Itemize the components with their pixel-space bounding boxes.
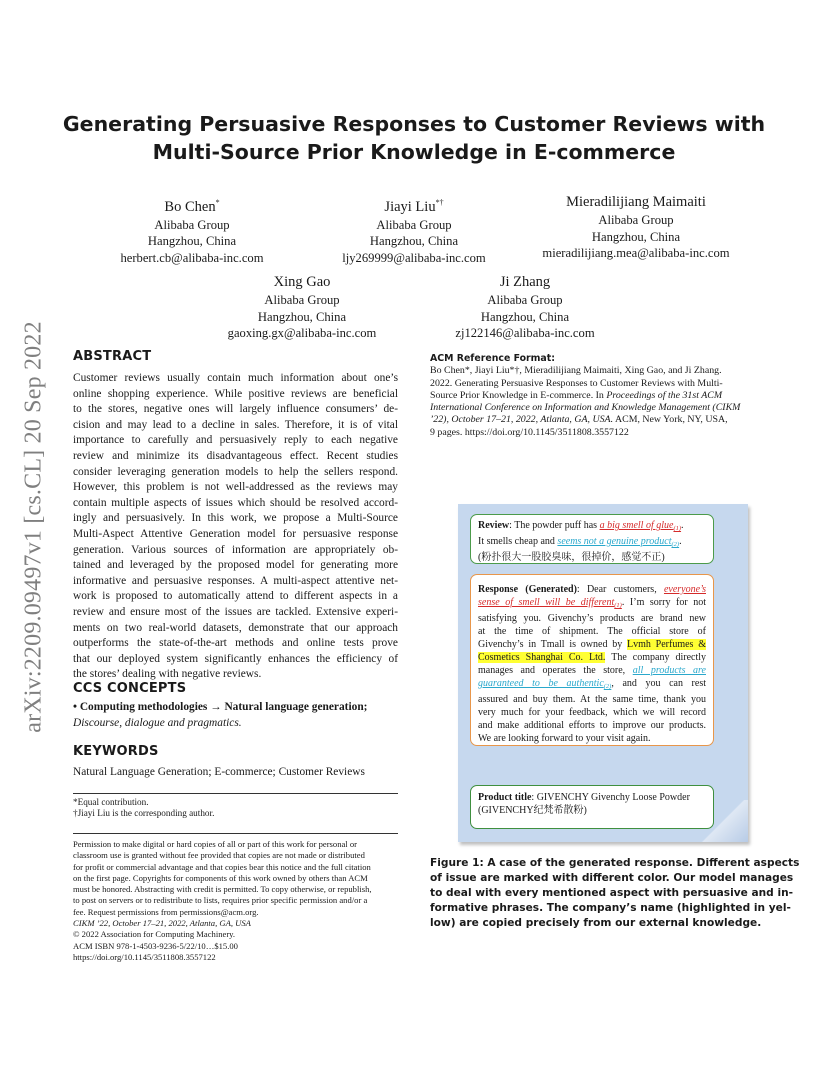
author-block bbox=[92, 193, 292, 266]
abstract-line: informative and persuasive responses. A multi-aspect attentive net- bbox=[73, 574, 398, 587]
ccs-line: • Computing methodologies → Natural language generation; bbox=[73, 701, 368, 713]
figure-caption bbox=[430, 856, 800, 931]
acm-reference-line: 2022. Generating Persuasive Responses to Customer Reviews with Multi- bbox=[430, 377, 723, 389]
keywords-heading: KEYWORDS bbox=[73, 744, 159, 759]
author-block bbox=[202, 273, 402, 342]
abstract-line: that our deployed system significantly enhances the efficiency of bbox=[73, 652, 398, 665]
footnote-rule bbox=[73, 793, 398, 794]
review-chinese: (粉扑很大一股胶臭味，很掉价，感觉不正) bbox=[478, 552, 665, 563]
author-email: gaoxing.gx@alibaba-inc.com bbox=[227, 326, 377, 340]
abstract-line: ingly and persuasively. In this work, we propose a Multi-Source bbox=[73, 512, 398, 525]
acm-reference-line: International Conference on Information and Knowledge Management (CIKM bbox=[430, 402, 741, 414]
review-box: Review: The powder puff has a big smell of glue$_{(1)}$. It smells cheap and seems not a genuine product$_{(2)}$. (粉扑很大一股胶臭味，很掉价，感觉不正) bbox=[470, 514, 714, 564]
abstract-line: consider leveraging generation models to help the sellers respond. bbox=[73, 465, 398, 478]
author-block bbox=[526, 193, 746, 262]
author-affiliation: Alibaba Group bbox=[376, 217, 452, 232]
product-chinese: (GIVENCHY纪梵希散粉) bbox=[478, 805, 587, 816]
author-name: Xing Gao bbox=[273, 274, 331, 290]
abstract-line: Multi-Aspect Attentive Generation model for persuasive response bbox=[73, 527, 398, 540]
abstract-line: review and ensure most of the issues are tackled. Extensive experi- bbox=[73, 605, 398, 618]
caption-line: of issue are marked with different color. Our model manages bbox=[430, 872, 794, 884]
permission-line: Permission to make digital or hard copies of all or part of this work for personal or bbox=[73, 839, 358, 849]
paper-title bbox=[60, 110, 768, 166]
aspect-cyan: all products are bbox=[632, 665, 706, 676]
ccs-heading: CCS CONCEPTS bbox=[73, 681, 187, 696]
aspect-cyan: guaranteed to be authentic bbox=[478, 678, 604, 689]
title-line: Multi-Source Prior Knowledge in E-commerce bbox=[152, 140, 676, 164]
abstract-line: However, this problem is not well-addressed as the reviews may bbox=[73, 481, 398, 494]
footnote: *Equal contribution. bbox=[73, 797, 149, 807]
copyright-line: © 2022 Association for Computing Machinery. bbox=[73, 929, 236, 940]
permission-line: to post on servers or to redistribute to lists, requires prior specific permission and/or a bbox=[73, 895, 368, 906]
author-email: herbert.cb@alibaba-inc.com bbox=[120, 250, 264, 265]
permission-block bbox=[73, 839, 403, 963]
abstract-line: review and minimize its disadvantageous effect. Recent studies bbox=[73, 449, 398, 462]
footnotes bbox=[73, 797, 398, 820]
abstract-line: tained and leveraged by the proposed model for generating more bbox=[73, 559, 398, 572]
author-location: Hangzhou, China bbox=[480, 309, 570, 324]
product-box: Product title: GIVENCHY Givenchy Loose Powder (GIVENCHY纪梵希散粉) bbox=[470, 785, 714, 829]
permission-line: must be honored. Abstracting with credit is permitted. To copy otherwise, or republish, bbox=[73, 884, 372, 895]
aspect-red: sense of smell will be different bbox=[478, 597, 615, 608]
abstract-line: the stores’ dealing with negative reviews. bbox=[73, 668, 262, 681]
ccs-line: Discourse, dialogue and pragmatics. bbox=[73, 716, 242, 729]
arxiv-stamp: arXiv:2209.09497v1 [cs.CL] 20 Sep 2022 bbox=[20, 321, 47, 733]
acm-reference-heading: ACM Reference Format: bbox=[430, 353, 555, 364]
footnote: †Jiayi Liu is the corresponding author. bbox=[73, 808, 215, 819]
author-email: mieradilijiang.mea@alibaba-inc.com bbox=[542, 246, 730, 260]
abstract-line: cision and may lead to a decline in sales. Therefore, it is of vital bbox=[73, 418, 398, 431]
permission-line: for profit or commercial advantage and that copies bear this notice and the full citation bbox=[73, 861, 371, 872]
aspect-red: everyone’s bbox=[663, 584, 706, 595]
permission-line: fee. Request permissions from permissions@acm.org. bbox=[73, 906, 259, 917]
caption-line: low) are copied precisely from our external knowledge. bbox=[430, 917, 762, 929]
abstract-body bbox=[73, 371, 398, 683]
acm-reference-line: ’22), October 17–21, 2022, Atlanta, GA, USA. ACM, New York, NY, USA, bbox=[430, 414, 728, 426]
permission-line: classroom use is granted without fee provided that copies are not made or distributed bbox=[73, 850, 365, 861]
author-location: Hangzhou, China bbox=[369, 234, 459, 249]
author-block bbox=[425, 273, 625, 342]
author-name: Ji Zhang bbox=[499, 274, 551, 290]
abstract-line: online shopping experience. While positive reviews are beneficial bbox=[73, 387, 398, 400]
author-email: ljy269999@alibaba-inc.com bbox=[342, 250, 486, 265]
author-email: zj122146@alibaba-inc.com bbox=[455, 326, 595, 340]
author-mark: *† bbox=[435, 198, 444, 207]
author-name: Jiayi Liu bbox=[384, 198, 436, 215]
author-affiliation: Alibaba Group bbox=[598, 213, 674, 227]
caption-line: Figure 1: A case of the generated response. Different aspects bbox=[430, 857, 800, 869]
response-label: Response (Generated) bbox=[478, 584, 577, 595]
author-location: Hangzhou, China bbox=[591, 229, 681, 244]
ccs-body bbox=[73, 700, 403, 731]
abstract-line: contain multiple aspects of issues which should be resolved accord- bbox=[73, 496, 398, 509]
author-name: Bo Chen bbox=[164, 198, 216, 215]
author-affiliation: Alibaba Group bbox=[487, 293, 563, 307]
company-highlight: Lvmh Perfumes & bbox=[627, 639, 706, 650]
product-label: Product title bbox=[478, 792, 532, 803]
abstract-line: importance to carefully and persuasively reply to each negative bbox=[73, 434, 398, 447]
abstract-heading: ABSTRACT bbox=[73, 349, 152, 364]
keywords-body: Natural Language Generation; E-commerce; Customer Reviews bbox=[73, 766, 365, 778]
author-location: Hangzhou, China bbox=[257, 309, 347, 324]
isbn-line: ACM ISBN 978-1-4503-9236-5/22/10…$15.00 bbox=[73, 940, 238, 951]
caption-line: to deal with every mentioned aspect with persuasive and in- bbox=[430, 887, 794, 899]
acm-reference-line: Bo Chen*, Jiayi Liu*†, Mieradilijiang Maimaiti, Xing Gao, and Ji Zhang. bbox=[430, 365, 722, 377]
author-name: Mieradilijiang Maimaiti bbox=[566, 194, 706, 210]
conference-line: CIKM ’22, October 17–21, 2022, Atlanta, GA, USA bbox=[73, 918, 251, 929]
author-block bbox=[314, 193, 514, 266]
title-line: Generating Persuasive Responses to Customer Reviews with bbox=[62, 112, 766, 136]
permission-rule bbox=[73, 833, 398, 834]
author-affiliation: Alibaba Group bbox=[154, 217, 230, 232]
abstract-line: outperforms the state-of-the-art methods and online tests prove bbox=[73, 637, 398, 650]
abstract-line: generation. Various sources of information are appropriately ob- bbox=[73, 543, 398, 556]
aspect-red: a big smell of glue bbox=[599, 520, 674, 531]
acm-reference-line: Source Prior Knowledge in E-commerce. In Proceedings of the 31st ACM bbox=[430, 389, 723, 401]
abstract-line: to the stores, negative ones will largely influence consumers’ de- bbox=[73, 403, 398, 416]
acm-reference bbox=[430, 353, 760, 439]
caption-line: formative phrases. The company’s name (highlighted in yel- bbox=[430, 902, 791, 914]
author-location: Hangzhou, China bbox=[147, 234, 237, 249]
aspect-cyan: seems not a genuine product bbox=[557, 536, 672, 547]
acm-reference-line: 9 pages. https://doi.org/10.1145/3511808.3557122 bbox=[430, 426, 629, 438]
review-label: Review bbox=[478, 520, 510, 531]
author-affiliation: Alibaba Group bbox=[264, 293, 340, 307]
abstract-line: Customer reviews usually contain much information about one’s bbox=[73, 372, 398, 384]
abstract-line: work is proposed to automatically attend to different aspects in a bbox=[73, 590, 398, 603]
company-highlight: Cosmetics Shanghai Co. Ltd. bbox=[478, 652, 606, 663]
abstract-line: ments on two real-world datasets, demonstrate that our approach bbox=[73, 621, 398, 634]
response-box: Response (Generated): Dear customers, everyone’s sense of smell will be different$_{(1)}$. I’m sorry for not satisfying you. Givenchy’s products are brand new at the time of shipment. The official store of Givenchy’s in Tmall is owned by Lvmh Perfumes & Cosmetics Shanghai Co. Ltd. The company directly manages and operates the store, all products are guaranteed to be authentic$_{(2)}$, and you can rest assured and buy them. At the same time, thank you very much for your feedback, which we will record and make additional efforts to improve our products. We are looking forward to your visit again. bbox=[470, 574, 714, 746]
author-mark: * bbox=[215, 198, 220, 207]
doi-line: https://doi.org/10.1145/3511808.3557122 bbox=[73, 951, 216, 962]
permission-line: on the first page. Copyrights for components of this work owned by others than ACM bbox=[73, 872, 368, 883]
